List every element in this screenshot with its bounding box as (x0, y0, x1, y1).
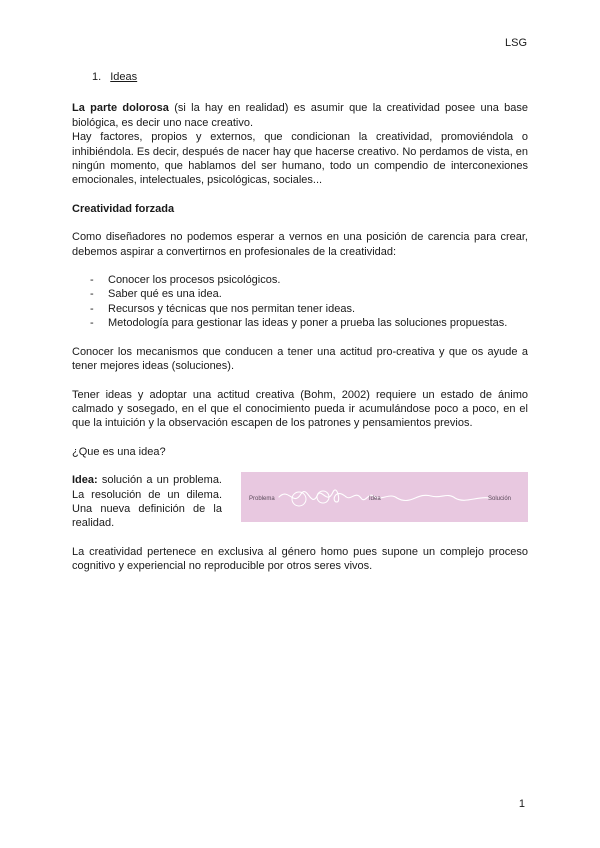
diagram-label-start: Problema (249, 496, 275, 503)
diagram-label-middle: Idea (369, 496, 381, 503)
paragraph-mechanisms: Conocer los mecanismos que conducen a tener una actitud pro-creativa y que os ayude a tener mejores ideas (soluciones). (72, 345, 528, 373)
idea-definition-text: solución a un problema. La resolución de un dilema. Una nueva definición de la realidad. (72, 474, 222, 530)
paragraph-factors: Hay factores, propios y externos, que condicionan la creatividad, promoviéndola o inhibiéndola. Es decir, después de nacer hay que hacerse creativo. No perdamos de vista, en ningún momento, que hablamos del ser humano, todo un compendio de interconexiones emocionales, intelectuales, psicológicas, sociales... (72, 131, 528, 187)
list-item: - Recursos y técnicas que nos permitan tener ideas. (90, 302, 528, 316)
bold-lead: La parte dolorosa (72, 102, 169, 115)
paragraph-homo: La creatividad pertenece en exclusiva al género homo pues supone un complejo proceso cognitivo y experiencial no reproducible por otros seres vivos. (72, 545, 528, 573)
paragraph-bohm: Tener ideas y adoptar una actitud creativa (Bohm, 2002) requiere un estado de ánimo calmado y sosegado, en el que el conocimiento pueda ir acumulándose poco a poco, en el que la intuición y la observación escapen de los patrones y pensamientos previos. (72, 388, 528, 430)
list-item: - Metodología para gestionar las ideas y poner a prueba las soluciones propuestas. (90, 316, 528, 330)
paragraph-text: (si la hay en realidad) es asumir que la creatividad posee una base biológica, es decir uno nace creativo. (72, 102, 529, 129)
document-body (72, 70, 528, 574)
header-initials: LSG (504, 37, 527, 49)
section-title (92, 70, 528, 84)
page-number: 1 (518, 798, 525, 810)
question-what-is-idea: ¿Que es una idea? (72, 445, 166, 458)
idea-definition-row (72, 473, 528, 531)
section-number: 1. (92, 71, 102, 83)
diagram-label-end: Solución (488, 496, 512, 503)
section-title-text: Ideas (110, 71, 138, 83)
paragraph-designers: Como diseñadores no podemos esperar a vernos en una posición de carencia para crear, debemos aspirar a convertirnos en profesionales de la creatividad: (72, 231, 528, 258)
idea-definition (72, 473, 222, 531)
idea-label: Idea: (72, 474, 98, 487)
list-item: - Conocer los procesos psicológicos. (90, 273, 528, 287)
scribble-line-icon (241, 472, 528, 522)
paragraph-painful-part (72, 101, 528, 130)
list-item: - Saber qué es una idea. (90, 287, 528, 301)
dash-list (72, 273, 528, 331)
heading-forced-creativity: Creatividad forzada (72, 202, 175, 215)
problem-idea-solution-diagram (241, 472, 528, 522)
